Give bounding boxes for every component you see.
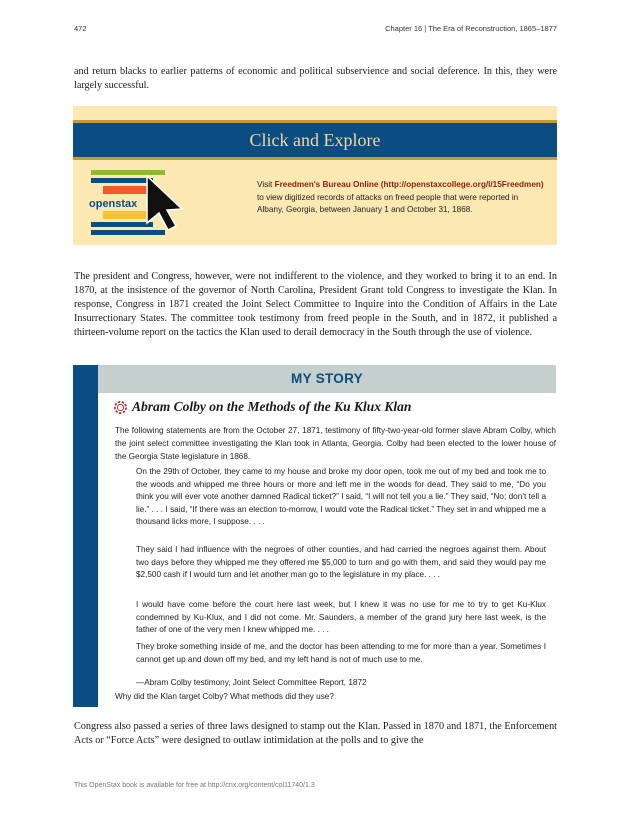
freedmens-bureau-link[interactable]: Freedmen's Bureau Online (http://openstaxcollege.org/l/15Freedmen) — [274, 180, 544, 189]
page-footer: This OpenStax book is available for free at http://cnx.org/content/col11740/1.3 — [74, 782, 315, 789]
my-story-sidebar — [73, 365, 98, 707]
openstax-logo-icon — [89, 170, 249, 236]
testimony-quote-3: I would have come before the court here last week, but I knew it was no use for me to try to get Ku-Klux condemned by Ku-Klux, and I did not come. Mr. Saunders, a member of the grand jury here last week, is the father of one of the very men I knew whipped me. . . . — [136, 600, 546, 635]
click-explore-text-after: to view digitized records of attacks on freed people that were reported in Albany, Georgia, between January 1 and October 31, 1868. — [257, 192, 519, 215]
intro-paragraph: and return blacks to earlier patterns of economic and political subservience and social deference. In this, they were largely successful. — [74, 66, 557, 91]
my-story-intro: The following statements are from the October 27, 1871, testimony of fifty-two-year-old former slave Abram Colby, which the joint select committee investigating the Klan took in Atlanta, Georgia. Colby had been elected to the lower house of the Georgia State legislature in 1868. — [115, 426, 556, 461]
click-explore-text — [257, 179, 545, 217]
cursor-arrow-icon — [147, 176, 182, 230]
my-story-subtitle: Abram Colby on the Methods of the Ku Klux Klan — [132, 399, 412, 414]
click-explore-title: Click and Explore — [249, 130, 381, 150]
click-explore-header — [73, 120, 557, 160]
testimony-attribution: —Abram Colby testimony, Joint Select Committee Report, 1872 — [136, 678, 367, 687]
my-story-header — [98, 365, 556, 393]
page-number: 472 — [74, 24, 87, 33]
page-header — [74, 24, 557, 36]
body-paragraph-3: Congress also passed a series of three laws designed to stamp out the Klan. Passed in 1870 and 1871, the Enforcement Acts or “Force Acts” were designed to outlaw intimidation at the polls and to give the — [74, 721, 557, 746]
logo-wordmark: openstax — [89, 198, 138, 210]
testimony-quote-2: They said I had influence with the negroes of other counties, and had carried the negroes against them. About two days before they whipped me they offered me $5,000 to turn and go with them, and said they would pay me $2,500 cash if I would turn and let another man go to the legislature in my place. . . . — [136, 545, 546, 580]
my-story-question: Why did the Klan target Colby? What methods did they use? — [115, 692, 334, 701]
testimony-quote-1: On the 29th of October, they came to my house and broke my door open, took me out of my bed and took me to the woods and whipped me three hours or more and left me in the woods for dead. They said to me, “Do you think you will ever vote another damned Radical ticket?” I said, “I will not tell you a lie.” They said, “No; don’t tell a lie.” . . . I said, “If there was an election to-morrow, I would vote the Radical ticket.” They set in and whipped me a thousand licks more, I suppose. . . . — [136, 467, 546, 527]
click-explore-box — [73, 106, 557, 245]
sunburst-icon — [113, 400, 128, 415]
testimony-quote-4: They broke something inside of me, and the doctor has been attending to me for more than a year. Sometimes I cannot get up and down off my bed, and my left hand is not of much use to me. — [136, 642, 546, 664]
body-paragraph-2: The president and Congress, however, were not indifferent to the violence, and they worked to bring it to an end. In 1870, at the insistence of the governor of North Carolina, President Grant told Congress to investigate the Klan. In response, Congress in 1871 created the Joint Select Committee to Inquire into the Condition of Affairs in the Late Insurrectionary States. The committee took testimony from freed people in the South, and in 1872, it published a thirteen-volume report on the tactics the Klan used to derail democracy in the South through the use of violence. — [74, 271, 557, 338]
click-explore-text-before: Visit — [257, 180, 275, 189]
my-story-title: MY STORY — [291, 371, 363, 386]
chapter-title: Chapter 16 | The Era of Reconstruction, 1865–1877 — [385, 24, 557, 33]
